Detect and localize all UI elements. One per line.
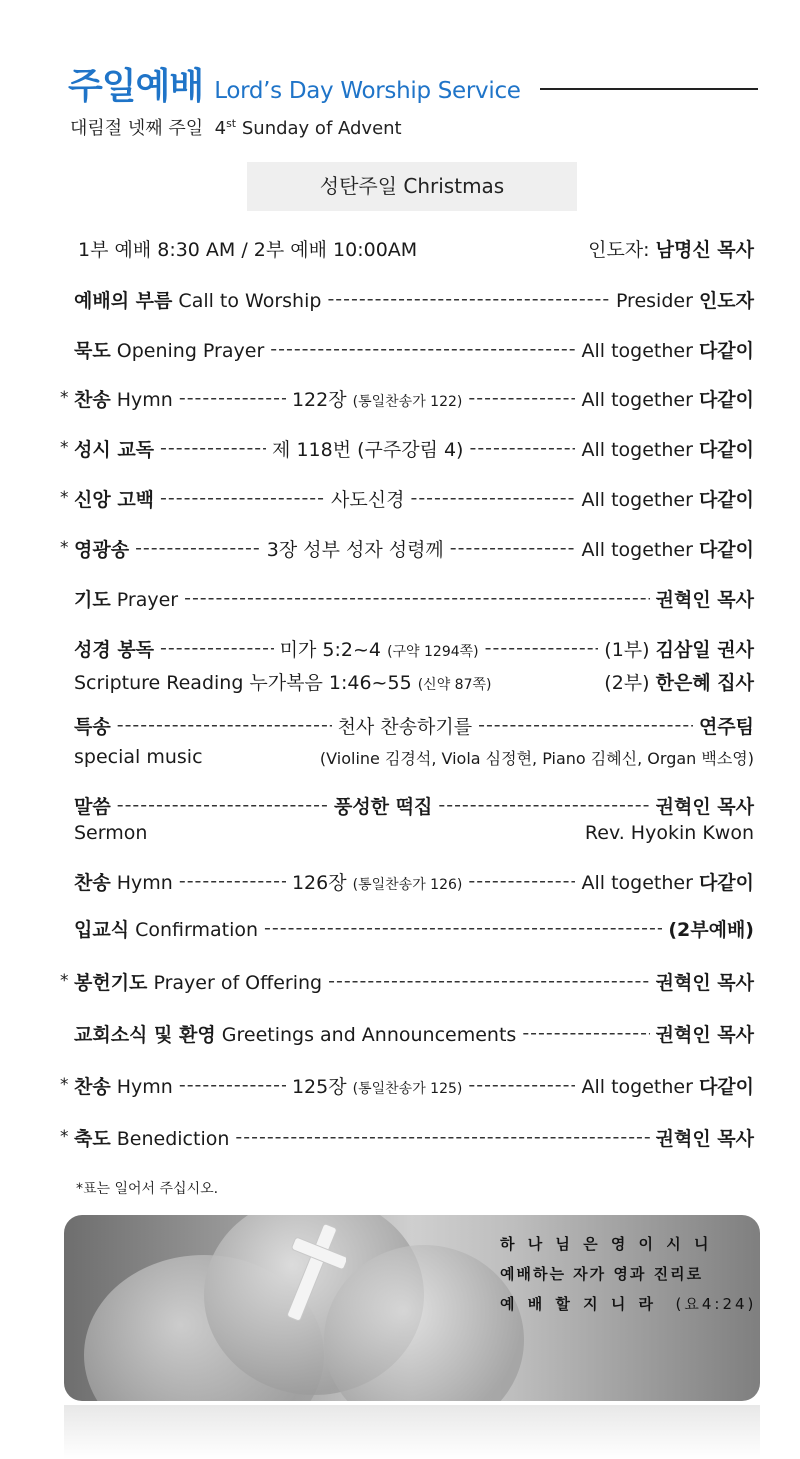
leader-dots	[235, 1126, 649, 1148]
leader-dots	[328, 970, 650, 992]
standing-mark: *	[60, 1075, 69, 1095]
item-detail-small: (통일찬송가 126)	[352, 876, 463, 893]
leader-dots	[327, 288, 609, 310]
order-item	[60, 1070, 754, 1100]
item-performer-ko: 인도자	[698, 289, 754, 312]
hands-cross-photo	[64, 1215, 760, 1401]
leader-dots	[270, 338, 575, 360]
item-performer-ko: 다같이	[698, 438, 754, 461]
special-performer: 연주팀	[698, 715, 754, 738]
item-title-ko: 교회소식 및 환영	[74, 1023, 216, 1046]
verse-line-2: 예배하는 자가 영과 진리로	[500, 1265, 704, 1283]
scripture-page-2: (신약 87쪽)	[417, 677, 492, 693]
standing-mark: *	[60, 388, 69, 408]
special-row	[60, 710, 754, 740]
item-performer-en: All together	[581, 871, 699, 894]
item-title-ko: 입교식	[74, 918, 130, 941]
item-title-en: Hymn	[110, 388, 173, 411]
leader-dots	[160, 637, 274, 659]
leader-dots	[450, 537, 576, 559]
leader-dots	[410, 487, 575, 509]
order-item	[60, 284, 754, 314]
order-item	[60, 966, 754, 996]
sermon-row	[60, 790, 754, 820]
item-title-en: Hymn	[110, 871, 173, 894]
order-item	[60, 383, 754, 413]
item-title-en: Prayer	[110, 588, 179, 611]
standing-mark: *	[60, 971, 69, 991]
item-detail: 제 118번 (구주강림 4)	[272, 438, 464, 461]
item-performer-ko: 다같이	[698, 1075, 754, 1098]
standing-mark: *	[60, 488, 69, 508]
item-performer-en: All together	[581, 388, 699, 411]
scripture-passage: 미가 5:2~4	[279, 638, 382, 661]
leader-dots	[160, 437, 266, 459]
item-title-ko: 봉헌기도	[74, 971, 148, 994]
order-item	[60, 483, 754, 513]
leader-dots	[117, 714, 332, 736]
verse-line-1: 하 나 님 은 영 이 시 니	[500, 1235, 713, 1253]
item-detail: 3장 성부 성자 성령께	[266, 538, 444, 561]
special-label: 특송	[74, 715, 111, 738]
standing-mark: *	[60, 438, 69, 458]
leader-dots	[522, 1022, 649, 1044]
item-performer-ko: (2부예배)	[668, 918, 754, 941]
item-performer-en: All together	[581, 339, 699, 362]
verse-line-3: 예 배 할 지 니 라	[500, 1295, 658, 1313]
standing-mark: *	[60, 538, 69, 558]
item-title-ko: 찬송	[74, 871, 111, 894]
title-english: Lord’s Day Worship Service	[214, 78, 521, 104]
leader-dots	[469, 437, 575, 459]
item-performer-ko: 권혁인 목사	[655, 971, 754, 994]
photo-reflection	[64, 1405, 760, 1459]
item-performer-en: Presider	[615, 289, 699, 312]
subtitle	[70, 114, 402, 140]
leader-dots	[117, 794, 328, 816]
subtitle-korean: 대림절 넷째 주일	[70, 118, 204, 139]
leader-dots	[179, 1074, 286, 1096]
item-performer-ko: 권혁인 목사	[655, 1127, 754, 1150]
item-detail: 126장	[291, 871, 353, 894]
item-title-en: Confirmation	[129, 918, 259, 941]
cross-icon	[276, 1217, 346, 1327]
item-performer-ko: 다같이	[698, 488, 754, 511]
item-performer-en: All together	[581, 1075, 699, 1098]
special-title: 천사 찬송하기를	[337, 715, 473, 738]
leader-dots	[468, 1074, 575, 1096]
leader-dots	[135, 537, 261, 559]
leader-dots	[179, 870, 286, 892]
item-title-ko: 축도	[74, 1127, 111, 1150]
scripture-reading-en: Scripture Reading 누가복음 1:46~55	[74, 672, 412, 694]
item-performer-ko: 다같이	[698, 388, 754, 411]
leader-dots	[485, 637, 599, 659]
item-title-ko: 예배의 부름	[74, 289, 173, 312]
scripture-label: 성경 봉독	[74, 638, 155, 661]
item-title-ko: 기도	[74, 588, 111, 611]
item-performer-ko: 권혁인 목사	[655, 588, 754, 611]
order-item	[60, 583, 754, 613]
scripture-row	[60, 633, 754, 663]
item-title-ko: 찬송	[74, 1075, 111, 1098]
scripture-reader: 김삼일 권사	[655, 638, 754, 661]
bible-verse	[500, 1229, 757, 1319]
item-title-en: Hymn	[110, 1075, 173, 1098]
item-title-ko: 영광송	[74, 538, 130, 561]
order-item	[60, 866, 754, 896]
leader-name: 남명신 목사	[655, 239, 754, 261]
scripture-service: (1부)	[604, 638, 656, 661]
item-title-ko: 성시 교독	[74, 438, 155, 461]
item-detail: 125장	[291, 1075, 353, 1098]
order-item	[60, 913, 754, 943]
sermon-row-2	[74, 822, 754, 844]
leader	[588, 235, 754, 262]
item-title-en: Greetings and Announcements	[215, 1023, 517, 1046]
item-performer-en: All together	[581, 488, 699, 511]
leader-dots	[478, 714, 693, 736]
item-title-en: Benediction	[110, 1127, 230, 1150]
special-row-2	[74, 746, 754, 769]
scripture-row-2	[74, 668, 754, 695]
item-title-en: Prayer of Offering	[147, 971, 323, 994]
subtitle-number: 4	[214, 118, 227, 139]
item-title-ko: 찬송	[74, 388, 111, 411]
title-korean: 주일예배	[68, 66, 204, 107]
leader-dots	[438, 794, 649, 816]
verse-reference: (요4:24)	[675, 1295, 757, 1313]
item-performer-ko: 다같이	[698, 871, 754, 894]
special-music-en: special music	[74, 746, 203, 768]
sermon-preacher-en: Rev. Hyokin Kwon	[584, 822, 754, 844]
standing-mark: *	[60, 1127, 69, 1147]
order-item	[60, 1018, 754, 1048]
sermon-label: 말씀	[74, 795, 111, 818]
sermon-title: 풍성한 떡집	[333, 795, 433, 818]
leader-dots	[179, 387, 286, 409]
leader-dots	[264, 917, 662, 939]
scripture-reader-2: 한은혜 집사	[655, 672, 754, 694]
item-title-ko: 묵도	[74, 339, 111, 362]
subtitle-sup: st	[226, 117, 237, 130]
item-performer-en: All together	[581, 538, 699, 561]
item-detail-small: (통일찬송가 122)	[352, 393, 463, 410]
title-divider	[540, 88, 758, 90]
item-title-en: Call to Worship	[172, 289, 322, 312]
item-performer-en: All together	[581, 438, 699, 461]
order-item	[60, 1122, 754, 1152]
item-performer-ko: 다같이	[698, 339, 754, 362]
service-times: 1부 예배 8:30 AM / 2부 예배 10:00AM	[78, 239, 418, 261]
header	[68, 58, 758, 108]
leader-dots	[468, 870, 575, 892]
sermon-en: Sermon	[74, 822, 148, 844]
banner-christmas: 성탄주일 Christmas	[247, 162, 577, 211]
order-item	[60, 533, 754, 563]
leader-label: 인도자:	[588, 239, 656, 261]
scripture-page: (구약 1294쪽)	[387, 643, 479, 660]
item-detail: 122장	[291, 388, 353, 411]
leader-dots	[160, 487, 325, 509]
special-musicians: (Violine 김경석, Viola 심정현, Piano 김혜신, Organ 백소영)	[319, 749, 754, 768]
leader-dots	[184, 587, 650, 609]
subtitle-english: Sunday of Advent	[241, 118, 402, 139]
sermon-preacher: 권혁인 목사	[655, 795, 754, 818]
scripture-service-2: (2부)	[604, 672, 656, 694]
item-detail: 사도신경	[331, 488, 405, 511]
standing-note: *표는 일어서 주십시오.	[76, 1181, 219, 1197]
item-performer-ko: 권혁인 목사	[655, 1023, 754, 1046]
order-item	[60, 433, 754, 463]
item-title-ko: 신앙 고백	[74, 488, 155, 511]
leader-dots	[468, 387, 575, 409]
schedule-row	[78, 235, 754, 262]
item-detail-small: (통일찬송가 125)	[352, 1080, 463, 1097]
item-title-en: Opening Prayer	[110, 339, 265, 362]
order-item	[60, 334, 754, 364]
item-performer-ko: 다같이	[698, 538, 754, 561]
